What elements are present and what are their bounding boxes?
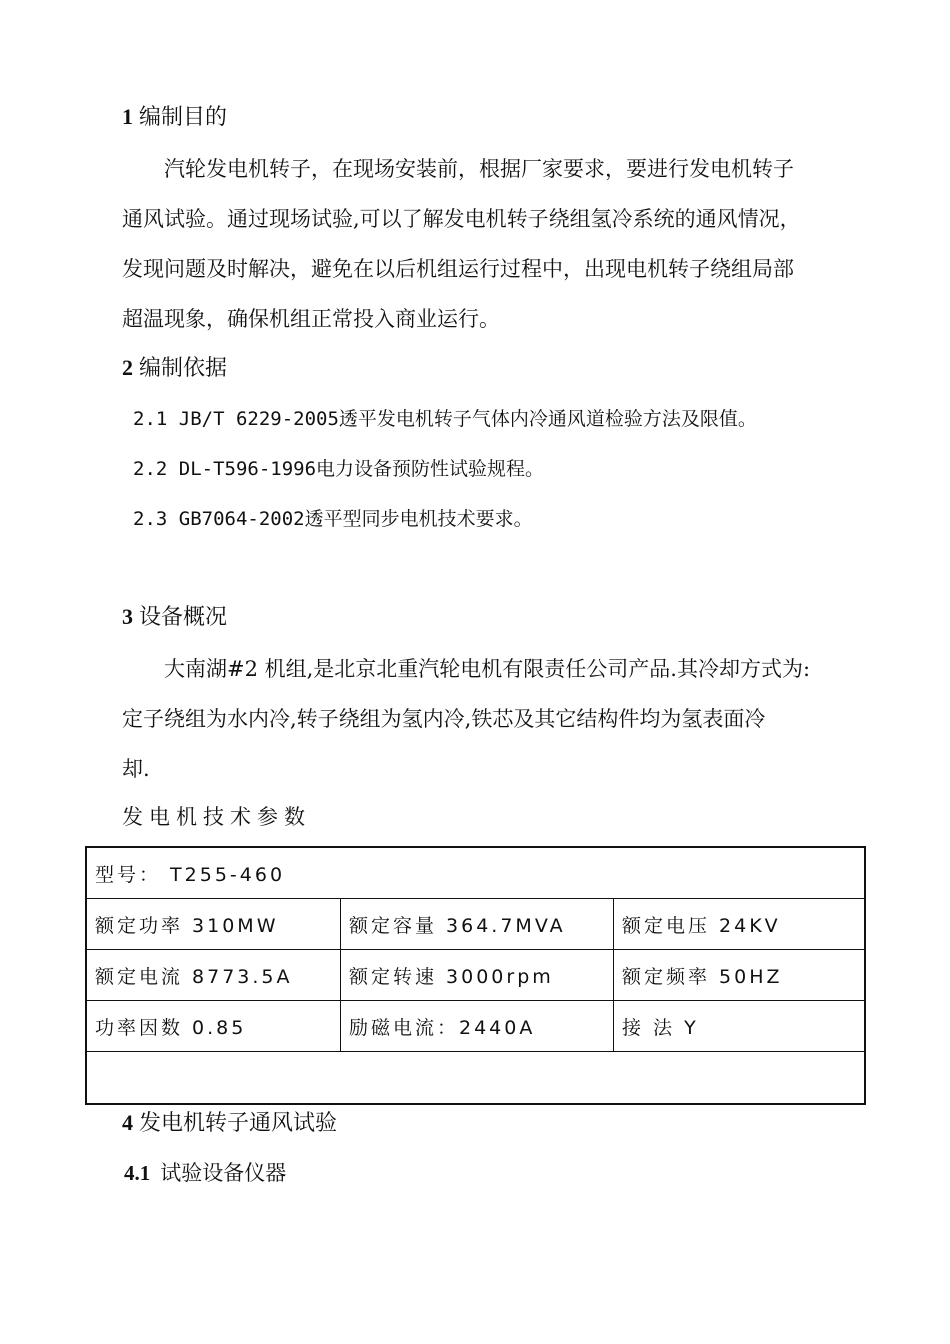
table-cell: 接 法 Y xyxy=(614,1001,866,1052)
section-title: 发电机转子通风试验 xyxy=(139,1111,338,1136)
table-cell: 额定转速 3000rpm xyxy=(341,950,614,1001)
table-cell: 额定电压 24KV xyxy=(614,899,866,950)
paragraph-line: 大南湖#2 机组,是北京北重汽轮电机有限责任公司产品.其冷却方式为: xyxy=(122,657,811,681)
table-caption: 发电机技术参数 xyxy=(122,805,311,829)
reference-text: 透平发电机转子气体内冷通风道检验方法及限值。 xyxy=(338,408,757,430)
table-cell: 额定频率 50HZ xyxy=(614,950,866,1001)
section-2-heading xyxy=(122,353,227,384)
paragraph-line: 发现问题及时解决，避免在以后机组运行过程中，出现电机转子绕组局部 xyxy=(122,257,794,281)
table-cell: 额定容量 364.7MVA xyxy=(341,899,614,950)
table-row xyxy=(86,847,865,899)
table-cell: 励磁电流：2440A xyxy=(341,1001,614,1052)
reference-text: 电力设备预防性试验规程。 xyxy=(316,458,545,480)
paragraph-line: 却. xyxy=(122,757,150,781)
section-1-heading xyxy=(122,102,227,133)
reference-item xyxy=(133,405,757,433)
section-4-heading xyxy=(122,1108,337,1139)
table-row xyxy=(86,1001,865,1052)
empty-cell xyxy=(86,1052,865,1105)
section-title: 编制依据 xyxy=(139,356,228,381)
section-3-heading xyxy=(122,602,227,633)
section-title: 编制目的 xyxy=(139,105,228,130)
reference-number: 2.1 JB/T 6229-2005 xyxy=(133,408,339,430)
paragraph-line: 超温现象，确保机组正常投入商业运行。 xyxy=(122,307,500,331)
table-cell: 额定电流 8773.5A xyxy=(86,950,341,1001)
table-cell: 额定功率 310MW xyxy=(86,899,341,950)
subsection-title: 试验设备仪器 xyxy=(160,1161,287,1185)
reference-number: 2.3 GB7064-2002 xyxy=(133,508,305,530)
table-cell: 功率因数 0.85 xyxy=(86,1001,341,1052)
model-cell: 型号： T255-460 xyxy=(86,847,865,899)
paragraph-line: 定子绕组为水内冷,转子绕组为氢内冷,铁芯及其它结构件均为氢表面冷 xyxy=(122,707,766,731)
generator-spec-table xyxy=(85,846,866,1105)
table-row xyxy=(86,899,865,950)
reference-text: 透平型同步电机技术要求。 xyxy=(304,508,533,530)
table-row xyxy=(86,950,865,1001)
subsection-4-1-heading xyxy=(124,1158,286,1188)
section-number: 1 xyxy=(122,104,133,129)
section-number: 3 xyxy=(122,604,133,629)
subsection-number: 4.1 xyxy=(124,1161,151,1185)
paragraph-line: 汽轮发电机转子，在现场安装前，根据厂家要求，要进行发电机转子 xyxy=(122,157,794,181)
section-number: 2 xyxy=(122,355,133,380)
reference-item xyxy=(133,505,533,533)
section-title: 设备概况 xyxy=(139,605,228,630)
paragraph-line: 通风试验。通过现场试验,可以了解发电机转子绕组氢冷系统的通风情况， xyxy=(122,207,801,231)
reference-item xyxy=(133,455,544,483)
reference-number: 2.2 DL-T596-1996 xyxy=(133,458,317,480)
section-number: 4 xyxy=(122,1110,133,1135)
table-row-empty xyxy=(86,1052,865,1105)
